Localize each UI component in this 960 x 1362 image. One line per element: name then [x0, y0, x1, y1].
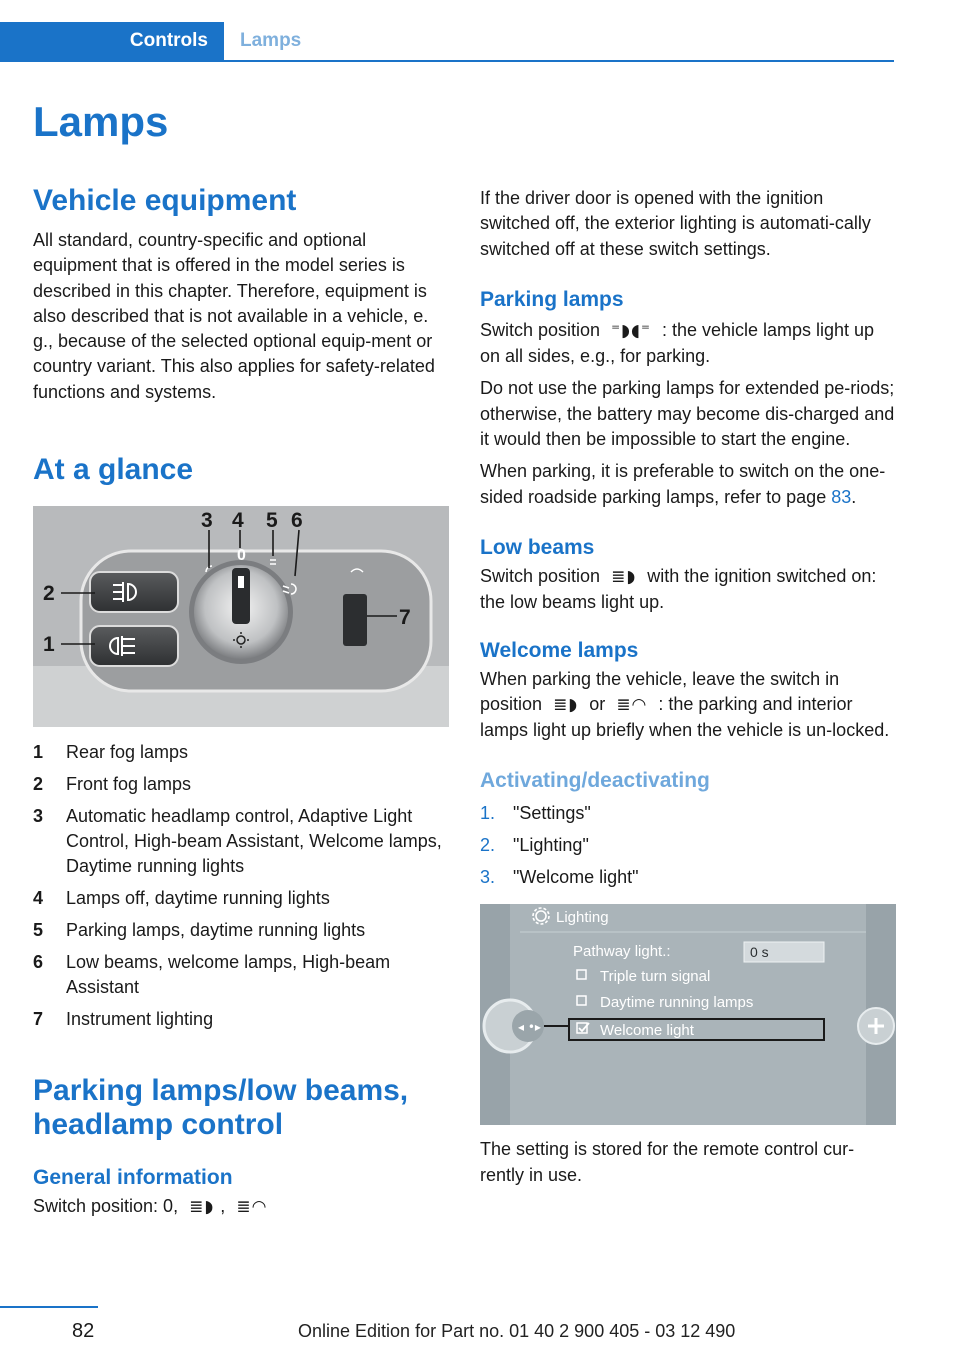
screen-title: Lighting [556, 909, 609, 927]
low-beams-text: Switch position ≣◗ with the ignition switched on: the low beams light up. [480, 565, 877, 613]
heading-at-a-glance: At a glance [33, 453, 194, 487]
tab-lamps[interactable]: Lamps [240, 30, 302, 51]
list-item: 7 Instrument lighting [33, 1008, 214, 1029]
list-item: 1. "Settings" [480, 803, 591, 824]
driver-door-text: If the driver door is opened with the ignition switched off, the exterior lighting is automati-cally switched off at these switch settings. [480, 188, 871, 259]
list-item: 3. "Welcome light" [480, 867, 639, 888]
page-link-83[interactable]: 83 [831, 486, 852, 507]
page-title: Lamps [33, 98, 169, 145]
heading-parking-low-beams: Parking lamps/low beams, headlamp control [33, 1074, 409, 1142]
parking-lamps-text-3: When parking, it is preferable to switch on the one-sided roadside parking lamps, refer to page 83. [480, 461, 886, 507]
low-beam-icon: ≣◗ [553, 694, 579, 715]
light-switch-illustration [33, 506, 449, 727]
edition-note: Online Edition for Part no. 01 40 2 900 405 - 03 12 490 [298, 1321, 736, 1341]
parking-lamps-text-1: Switch position ⁼◗◖⁼ : the vehicle lamps light up on all sides, e.g., for parking. [480, 319, 875, 367]
switch-position-zero: 0 [237, 547, 246, 565]
callout-6: 6 [291, 509, 303, 533]
heading-welcome-lamps: Welcome lamps [480, 638, 639, 662]
closing-text: The setting is stored for the remote control cur-rently in use. [480, 1139, 855, 1185]
heading-parking-lamps: Parking lamps [480, 287, 624, 311]
auto-headlamp-icon: ≣◠ [616, 694, 648, 715]
tab-controls[interactable]: Controls [0, 22, 224, 60]
callout-5: 5 [266, 509, 278, 533]
list-item: 6 Low beams, welcome lamps, High-beam Assistant [33, 951, 391, 997]
parking-lamps-text-2: Do not use the parking lamps for extended pe-riods; otherwise, the battery may become dis-charged and it would then be impossible to start the engine. [480, 378, 895, 450]
instrument-lighting-wheel [343, 594, 367, 646]
heading-low-beams: Low beams [480, 535, 595, 559]
activation-steps [480, 801, 896, 890]
auto-headlamp-icon: ≣◠ [236, 1197, 268, 1218]
list-item: 5 Parking lamps, daytime running lights [33, 919, 366, 940]
list-item: 2 Front fog lamps [33, 773, 192, 794]
option-welcome-light: Welcome light [600, 1022, 694, 1040]
welcome-lamps-text: When parking the vehicle, leave the switch in position ≣◗ or ≣◠ : the parking and interior lamps light up briefly when the vehicle is un-locked. [480, 668, 890, 741]
header-divider [0, 60, 894, 62]
heading-vehicle-equipment: Vehicle equipment [33, 184, 297, 217]
header-tabs [0, 22, 894, 62]
lighting-menu-screenshot [480, 904, 896, 1125]
heading-activating-deactivating: Activating/deactivating [480, 769, 710, 793]
option-daytime-running-lamps: Daytime running lamps [600, 994, 754, 1012]
svg-text:◂ •▸: ◂ •▸ [518, 1020, 541, 1035]
figure-legend [33, 740, 449, 1032]
callout-7: 7 [399, 606, 411, 630]
front-fog-button [90, 572, 178, 612]
pathway-light-value: 0 s [750, 944, 769, 961]
right-column [480, 186, 896, 1188]
page-number: 82 [72, 1320, 95, 1342]
option-triple-turn-signal: Triple turn signal [600, 968, 711, 986]
callout-4: 4 [232, 509, 244, 533]
callout-3: 3 [201, 509, 213, 533]
light-switch-figure [33, 506, 449, 727]
left-column [33, 184, 449, 1220]
pathway-light-label: Pathway light.: [573, 943, 671, 961]
callout-2: 2 [43, 582, 55, 606]
callout-1: 1 [43, 633, 55, 657]
list-item: 4 Lamps off, daytime running lights [33, 888, 330, 909]
low-beam-icon: ≣◗ [611, 566, 637, 587]
low-beam-icon: ≣◗ [189, 1197, 215, 1218]
list-item: 2. "Lighting" [480, 835, 589, 856]
footer-divider [0, 1306, 98, 1308]
vehicle-equipment-body: All standard, country-specific and optional equipment that is offered in the model series is described in this chapter. Therefore, equipment is also described that is not available in a vehicle, e. g., because of the selected optional equip-ment or country variant. This also applies for safety-related functions and systems. [33, 230, 435, 402]
parking-lamp-icon: ⁼◗◖⁼ [611, 320, 651, 341]
list-item: 3 Automatic headlamp control, Adaptive Light Control, High-beam Assistant, Welcome lamps, Daytime running lights [33, 805, 442, 877]
list-item: 1 Rear fog lamps [33, 742, 189, 763]
heading-general-information: General information [33, 1166, 233, 1190]
general-information-text: Switch position: 0, ≣◗ , ≣◠ [33, 1194, 449, 1220]
lighting-menu-illustration [480, 904, 896, 1125]
